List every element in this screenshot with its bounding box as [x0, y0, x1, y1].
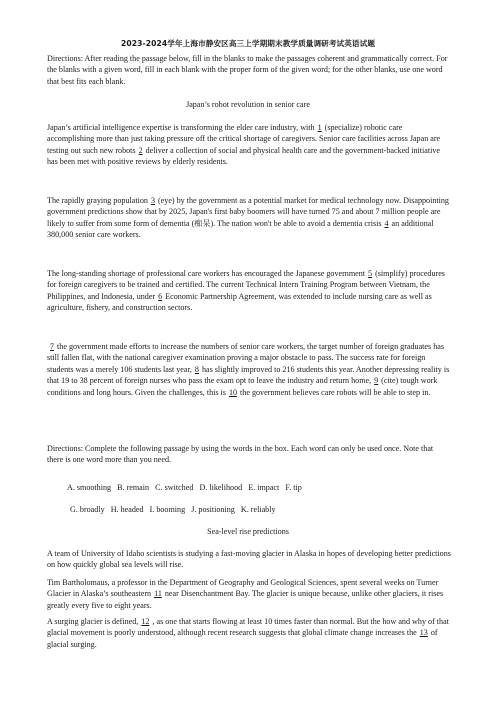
text-segment: has slightly improved to 216 students this year. Another depressing reality is that 19 to 38 percent of foreign nurses who pass the exam opt to leave the industry and return home, — [47, 364, 450, 386]
blank-12[interactable]: 12 — [141, 617, 150, 626]
blank-2[interactable]: 2 — [138, 145, 143, 155]
text-segment: of glacial surging. — [47, 628, 438, 649]
blank-8[interactable]: 8 — [194, 364, 199, 374]
passage-1-paragraph-2 — [47, 195, 451, 241]
word-option: B. remain — [117, 483, 150, 492]
blank-7[interactable]: 7 — [50, 342, 55, 351]
word-option: C. switched — [155, 483, 194, 492]
text-segment: deliver a collection of social and physical health care and the government-backed initiative has been met with positive reviews by elderly residents. — [47, 145, 441, 167]
text-segment: (specialize) robotic care accomplishing more than just taking pressure off the critical shortage of caregivers. Senior care facilities across Japan are testing out such new robots — [47, 123, 441, 155]
text-segment: The rapidly graying population — [47, 196, 148, 205]
text-segment: (eye) by the government as a potential market for medical technology now. Disappointing government predictions show that by 2025, Japan's first baby boomers will have turned 75 and about 7 million people are likely to suffer from some form of dementia (痴呆). The nation won't be able to avoid a dementia crisis — [47, 196, 449, 228]
exam-title: 2023-2024学年上海市静安区高三上学期期末教学质量调研考试英语试题 — [120, 39, 376, 48]
word-option: I. booming — [149, 505, 186, 514]
blank-4[interactable]: 4 — [384, 218, 389, 228]
word-box-row-1 — [67, 482, 451, 493]
text-segment: Japan’s artificial intelligence expertise is transforming the elder care industry, with — [47, 123, 315, 132]
word-box-row-2 — [70, 504, 454, 515]
blank-10[interactable]: 10 — [228, 387, 238, 397]
text-segment: Tim Bartholomaus, a professor in the Department of Geography and Geological Sciences, spent several weeks on Turner Glacier in Alaska’s southeastern — [47, 578, 439, 599]
blank-11[interactable]: 11 — [154, 589, 162, 599]
blank-3[interactable]: 3 — [150, 196, 155, 205]
passage-1-title: Japan’s robot revolution in senior care — [186, 100, 310, 109]
blank-9[interactable]: 9 — [374, 376, 379, 386]
directions-1: Directions: After reading the passage below, fill in the blanks to make the passages coherent and grammatically correct. For the blanks with a given word, fill in each blank with the proper form of the given word; for the other blanks, use one word that best fits each blank. — [47, 54, 448, 86]
passage-2-title: Sea-level rise predictions — [207, 527, 289, 536]
blank-6[interactable]: 6 — [158, 291, 163, 301]
word-option: D. likelihood — [199, 483, 243, 492]
text-segment: an additional 380,000 senior care workers. — [47, 218, 434, 240]
text-segment: A surging glacier is defined, — [47, 617, 139, 626]
text-segment: the government made efforts to increase the numbers of senior care workers, the target number of foreign graduates has still fallen flat, with the national caregiver examination proving a major obstacle to pass. The success rate for foreign students was a merely 106 students last year, — [47, 342, 444, 374]
text-segment: , as one that starts flowing at least 10 times faster than normal. But the how and why of that glacial movement is poorly understood, although recent research suggests that global climate change increases the — [47, 617, 449, 638]
blank-13[interactable]: 13 — [419, 628, 428, 638]
text-segment: Economic Partnership Agreement, was extended to include nursing care as well as agriculture, fishery, and construction sectors. — [47, 291, 432, 313]
word-option: G. broadly — [70, 505, 105, 514]
word-box-second-row — [70, 504, 454, 515]
passage-2-paragraph-2 — [47, 577, 451, 611]
text-segment: near Disenchantment Bay. The glacier is unique because, unlike other glaciers, it rises greatly every five to eight years. — [47, 589, 444, 610]
passage-1-paragraph-3 — [47, 268, 451, 314]
word-box — [67, 482, 451, 493]
word-option: A. smoothing — [67, 483, 112, 492]
passage-1-paragraph-1 — [47, 122, 451, 168]
blank-5[interactable]: 5 — [368, 269, 373, 278]
passage-2-paragraph-1: A team of University of Idaho scientists is studying a fast-moving glacier in Alaska in hopes of developing better predictions on how quickly global sea levels will rise. — [47, 549, 451, 570]
word-option: E. impact — [248, 483, 280, 492]
text-segment: The long-standing shortage of professional care workers has encouraged the Japanese government — [47, 269, 366, 278]
word-option: F. tip — [285, 483, 302, 492]
text-segment: (simplify) procedures for foreign caregivers to be trained and certified. The current Technical Intern Training Program between Vietnam, the Philippines, and Indonesia, under — [47, 269, 445, 301]
directions-2: Directions: Complete the following passage by using the words in the box. Each word can only be used once. Note that there is one word more than you need. — [47, 444, 434, 465]
text-segment: (cite) tough work conditions and long hours. Given the challenges, this is — [47, 376, 438, 397]
word-option: H. headed — [110, 505, 144, 514]
word-option: K. reliably — [240, 505, 276, 514]
blank-1[interactable]: 1 — [317, 123, 322, 132]
passage-2-paragraph-3 — [47, 616, 451, 650]
text-segment: the government believes care robots will be able to step in. — [240, 387, 431, 397]
passage-1-paragraph-4 — [47, 341, 451, 398]
word-option: J. positioning — [191, 505, 235, 514]
